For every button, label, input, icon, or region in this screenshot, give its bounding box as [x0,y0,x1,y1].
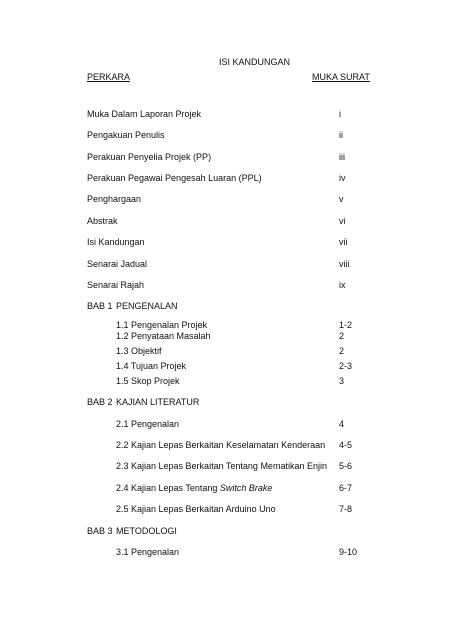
toc-subentry-label: 2.5 Kajian Lepas Berkaitan Arduino Uno [116,504,276,514]
toc-subentry-page: 2-3 [339,361,353,371]
toc-subentry-page: 2 [339,331,345,341]
toc-entry-label: Senarai Jadual [87,259,148,269]
toc-subentry-page: 9-10 [339,547,358,557]
toc-entry-label: Muka Dalam Laporan Projek [87,109,202,119]
toc-entry-label: Perakuan Pegawai Pengesah Luaran (PPL) [87,173,262,183]
toc-subentry-page: 1-2 [339,320,353,330]
toc-entry-page: vi [339,216,346,226]
toc-entry-page: iii [339,152,345,162]
toc-subentry-label: 2.1 Pengenalan [116,419,180,429]
chapter-number: BAB 1 [87,301,113,311]
toc-subentry-page: 4-5 [339,440,353,450]
column-header-muka-surat: MUKA SURAT [312,72,370,82]
toc-entry-page: iv [339,173,346,183]
toc-entry-page: ix [339,280,346,290]
toc-subentry-page: 6-7 [339,483,353,493]
toc-entry-page: ii [339,130,343,140]
toc-subentry-label-italic: Switch Brake [219,483,273,493]
toc-entry-page: i [339,109,341,119]
toc-subentry-label: 1.2 Penyataan Masalah [116,331,211,341]
toc-entry-label: Senarai Rajah [87,280,145,290]
chapter-title: KAJIAN LITERATUR [116,397,200,407]
toc-subentry-label: 1.5 Skop Projek [116,376,180,386]
toc-subentry-label-text: 2.4 Kajian Lepas Tentang [116,483,220,493]
chapter-number: BAB 2 [87,397,113,407]
toc-entry-page: viii [339,259,350,269]
chapter-title: METODOLOGI [116,526,177,536]
toc-subentry-label: 2.3 Kajian Lepas Berkaitan Tentang Mematikan Enjin [116,461,327,471]
toc-subentry-page: 7-8 [339,504,353,514]
page-title: ISI KANDUNGAN [219,57,291,67]
toc-subentry-label [116,483,272,494]
toc-entry-label: Perakuan Penyelia Projek (PP) [87,152,212,162]
toc-subentry-page: 3 [339,376,345,386]
toc-subentry-label: 2.2 Kajian Lepas Berkaitan Keselamatan Kenderaan [116,440,326,450]
column-header-perkara: PERKARA [87,72,131,82]
toc-entry-label: Isi Kandungan [87,237,145,247]
toc-subentry-page: 4 [339,419,345,429]
toc-subentry-label: 3.1 Pengenalan [116,547,180,557]
toc-subentry-page: 5-6 [339,461,353,471]
toc-subentry-page: 2 [339,346,345,356]
toc-entry-page: v [339,194,344,204]
toc-subentry-label: 1.4 Tujuan Projek [116,361,187,371]
toc-entry-page: vii [339,237,348,247]
toc-subentry-label: 1.1 Pengenalan Projek [116,320,208,330]
toc-entry-label: Pengakuan Penulis [87,130,165,140]
chapter-title: PENGENALAN [116,301,178,311]
chapter-number: BAB 3 [87,526,113,536]
toc-entry-label: Penghargaan [87,194,142,204]
toc-entry-label: Abstrak [87,216,118,226]
toc-subentry-label: 1.3 Objektif [116,346,162,356]
